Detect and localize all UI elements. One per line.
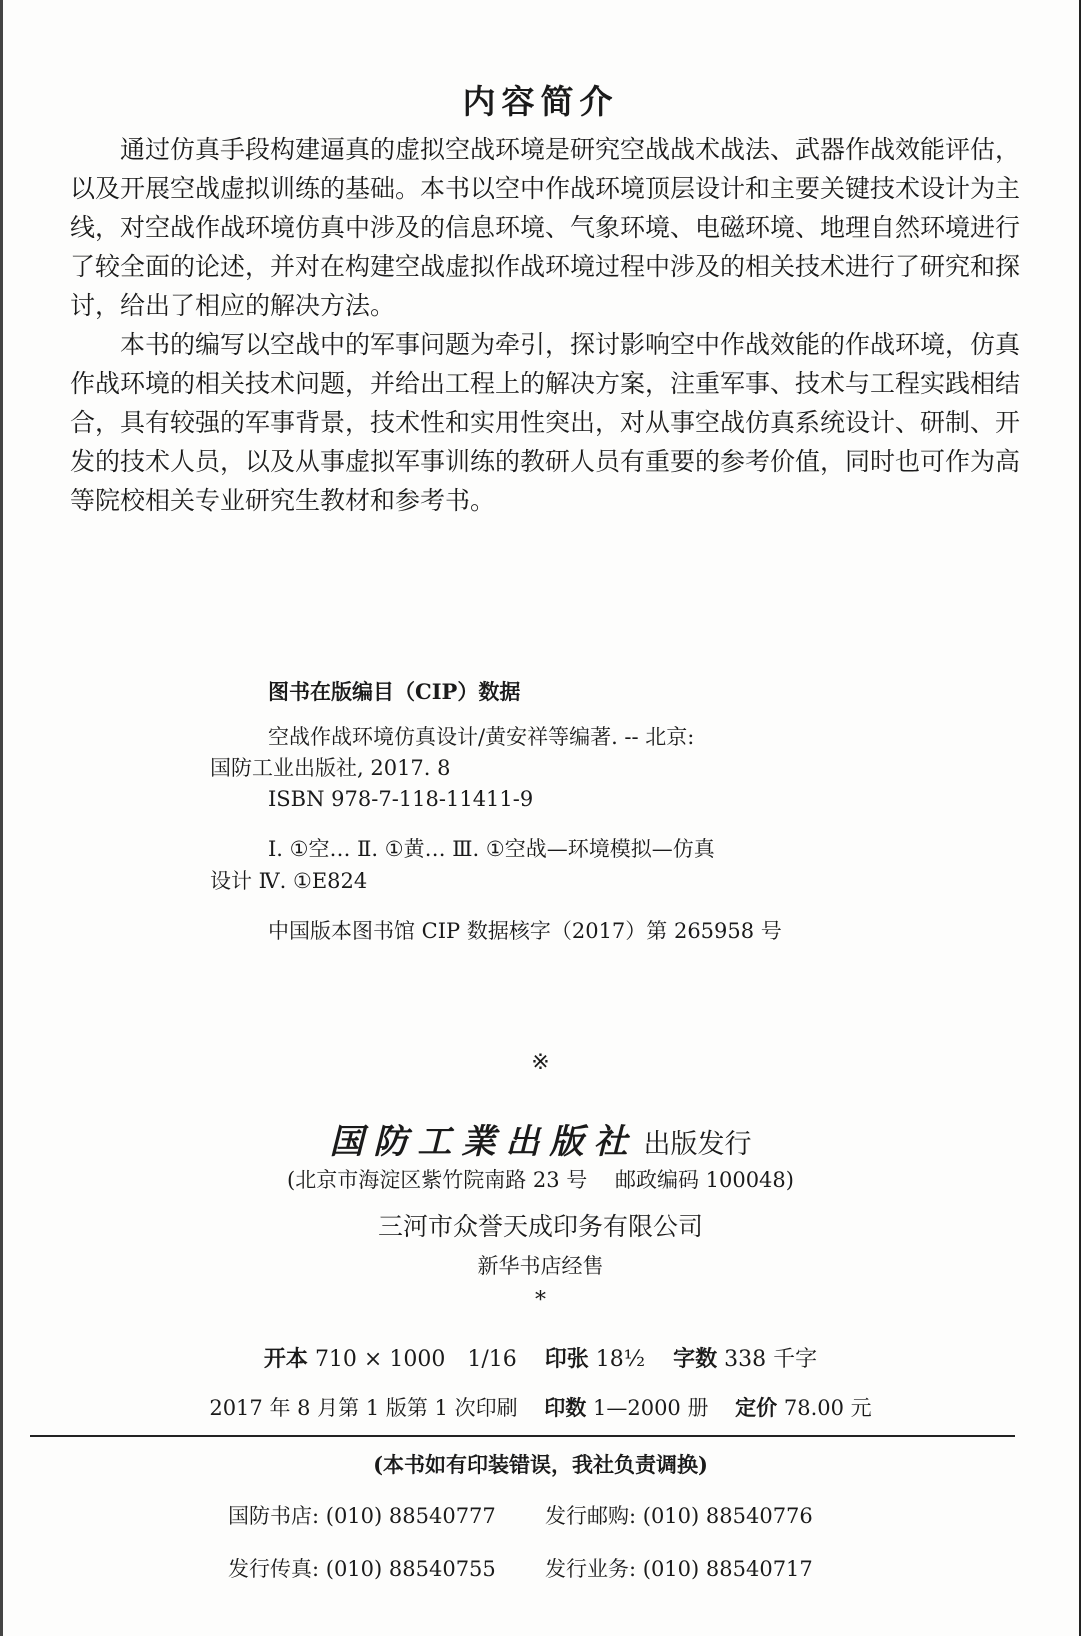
cip-publisher-line: 国防工业出版社, 2017. 8 <box>210 756 451 780</box>
print-run-label: 印数 <box>544 1395 587 1420</box>
book-abstract <box>70 130 1020 520</box>
publisher-address: (北京市海淀区紫竹院南路 23 号 邮政编码 100048) <box>287 1168 794 1192</box>
print-run-value: 1—2000 册 <box>592 1396 709 1420</box>
edition-info <box>0 1392 1081 1422</box>
cip-isbn: ISBN 978-7-118-11411-9 <box>268 787 534 811</box>
misprint-notice: (本书如有印装错误，我社负责调换) <box>373 1452 708 1477</box>
contact-mail-order: 发行邮购: (010) 88540776 <box>545 1504 813 1528</box>
contact-bookstore: 国防书店: (010) 88540777 <box>228 1504 496 1528</box>
price-value: 78.00 元 <box>783 1396 872 1420</box>
sheets-value: 18½ <box>595 1347 646 1372</box>
cip-classification-line-2: 设计 Ⅳ. ①E824 <box>210 869 368 893</box>
format-label: 开本 <box>263 1346 308 1372</box>
printer-name: 三河市众誉天成印务有限公司 <box>377 1212 703 1241</box>
format-value: 710 × 1000 1/16 <box>314 1347 517 1372</box>
words-label: 字数 <box>673 1346 718 1372</box>
abstract-paragraph-1: 通过仿真手段构建逼真的虚拟空战环境是研究空战战术战法、武器作战效能评估，以及开展空战虚拟训练的基础。本书以空中作战环境顶层设计和主要关键技术设计为主线，对空战作战环境仿真中涉及的信息环境、气象环境、电磁环境、地理自然环境进行了较全面的论述，并对在构建空战虚拟作战环境过程中涉及的相关技术进行了研究和探讨，给出了相应的解决方法。 <box>70 135 1021 320</box>
book-specs <box>0 1342 1081 1373</box>
scan-edge-left <box>0 0 3 1636</box>
cip-title-line: 空战作战环境仿真设计/黄安祥等编著. -- 北京: <box>268 725 695 749</box>
contact-fax: 发行传真: (010) 88540755 <box>228 1557 496 1581</box>
cip-classification-line: Ⅰ. ①空… Ⅱ. ①黄… Ⅲ. ①空战—环境模拟—仿真 <box>268 837 715 861</box>
cip-heading: 图书在版编目（CIP）数据 <box>268 679 521 704</box>
publisher-logo-text: 国防工業出版社 <box>329 1122 638 1162</box>
divider-rule <box>30 1435 1015 1437</box>
abstract-paragraph-2: 本书的编写以空战中的军事问题为牵引，探讨影响空中作战效能的作战环境，仿真作战环境的相关技术问题，并给出工程上的解决方案，注重军事、技术与工程实践相结合，具有较强的军事背景，技术性和实用性突出，对从事空战仿真系统设计、研制、开发的技术人员，以及从事虚拟军事训练的教研人员有重要的参考价值，同时也可作为高等院校相关专业研究生教材和参考书。 <box>70 330 1021 515</box>
publisher-line <box>0 1114 1081 1163</box>
price-label: 定价 <box>735 1395 778 1420</box>
distributor: 新华书店经售 <box>477 1254 604 1278</box>
asterism-mark: ※ <box>531 1050 550 1075</box>
publisher-suffix: 出版发行 <box>643 1129 752 1160</box>
star-mark: * <box>535 1288 546 1313</box>
sheets-label: 印张 <box>544 1346 589 1372</box>
cip-record-number: 中国版本图书馆 CIP 数据核字（2017）第 265958 号 <box>268 919 782 943</box>
words-value: 338 千字 <box>724 1347 818 1372</box>
page-title: 内容简介 <box>462 82 619 121</box>
contact-business: 发行业务: (010) 88540717 <box>545 1557 813 1581</box>
edition-text: 2017 年 8 月第 1 版第 1 次印刷 <box>209 1396 518 1420</box>
